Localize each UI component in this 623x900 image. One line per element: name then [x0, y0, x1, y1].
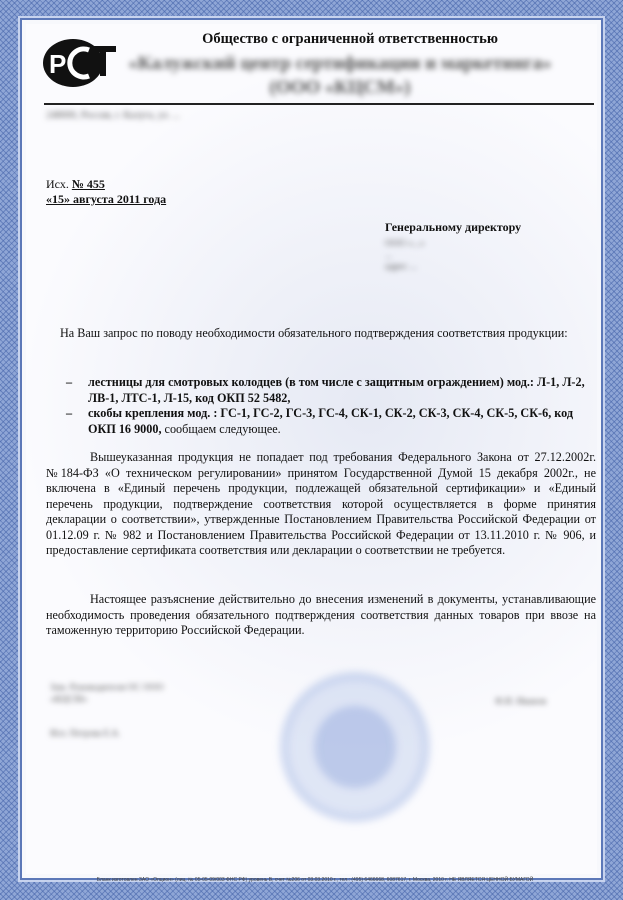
intro-paragraph: На Ваш запрос по поводу необходимости обязательного подтверждения соответствия продукции: — [60, 326, 568, 340]
list-item-bold: лестницы для смотровых колодцев (в том числе с защитным ограждением) мод.: Л-1, Л-2, ЛВ-1, ЛТС-1, Л-15, код ОКП 52 5482, — [88, 375, 585, 405]
list-item — [46, 375, 596, 406]
outgoing-label: Исх. — [46, 177, 69, 191]
outgoing-date: «15» августа 2011 года — [46, 192, 167, 206]
official-stamp — [280, 672, 430, 822]
svg-text:Р: Р — [49, 49, 67, 79]
product-list — [46, 375, 596, 437]
organization-type: Общество с ограниченной ответственностью — [202, 31, 498, 47]
body-paragraph-2: Настоящее разъяснение действительно до внесения изменений в документы, устанавливающие необходимость проведения обязательного подтверждения соответствия данных товаров при ввозе на таможенную территорию Российской Федерации. — [46, 592, 596, 637]
list-dash: – — [66, 406, 73, 420]
recipient-details — [385, 239, 585, 274]
list-dash: – — [66, 375, 73, 389]
body-paragraph-1: Вышеуказанная продукция не попадает под требования Федерального Закона от 27.12.2002г. №184-ФЗ «О техническом регулировании» принятом Государственной Думой 15 декабря 2002г., не включена в «Единый перечень продукции, подлежащей обязательной сертификации» и «Единый перечень продукции, подтверждение соответствия которой осуществляется в форме принятия декларации о соответствии», утвержденные Постановлением Правительства Российской Федерации от 01.12.09 г. № 982 и Постановлением Правительства Российской Федерации от 13.11.2010 г. № 906, и предоставление сертификата соответствия или декларации о соответствии не требуется. — [46, 450, 596, 557]
organization-name: «Калужский центр сертификации и маркетинга» (ООО «КЦСМ») — [128, 53, 552, 98]
recipient-line: ООО «...» — [385, 239, 425, 249]
list-item-bold: скобы крепления мод. : ГС-1, ГС-2, ГС-3, ГС-4, СК-1, СК-2, СК-3, СК-4, СК-5, СК-6, код ОКП 16 9000, — [88, 406, 574, 436]
list-item-normal: сообщаем следующее. — [161, 421, 281, 436]
rst-logo-icon — [40, 38, 118, 88]
form-footer: Бланк изготовлен ЗАО «Опцион» (лиц. № 05-05-09/003 ФНС РФ) уровень В, счет №206 от 03.03.2010 г., тел.: (495) 6466668, 6087617, г. Москва, 2010 г. НЕ ЯВЛЯЕТСЯ ЦЕННОЙ БУМАГОЙ — [96, 877, 534, 883]
outgoing-reference — [46, 177, 166, 207]
recipient-line: ... — [385, 250, 393, 261]
organization-address: 248000, Россия, г. Калуга, ул. ... — [46, 110, 181, 121]
executor-name: Исп. Петрова Е.А. — [50, 728, 121, 738]
signatory-position: Зам. Руководителя ОС ООО «КЦСМ» — [50, 683, 164, 705]
recipient-line: адрес ... — [385, 262, 417, 272]
recipient-title: Генеральному директору — [385, 220, 522, 234]
outgoing-number: № 455 — [71, 177, 105, 191]
header-divider — [44, 103, 594, 105]
signatory-name: Ф.И. Иванов — [495, 697, 547, 707]
list-item — [46, 406, 596, 437]
recipient-block — [385, 220, 585, 274]
